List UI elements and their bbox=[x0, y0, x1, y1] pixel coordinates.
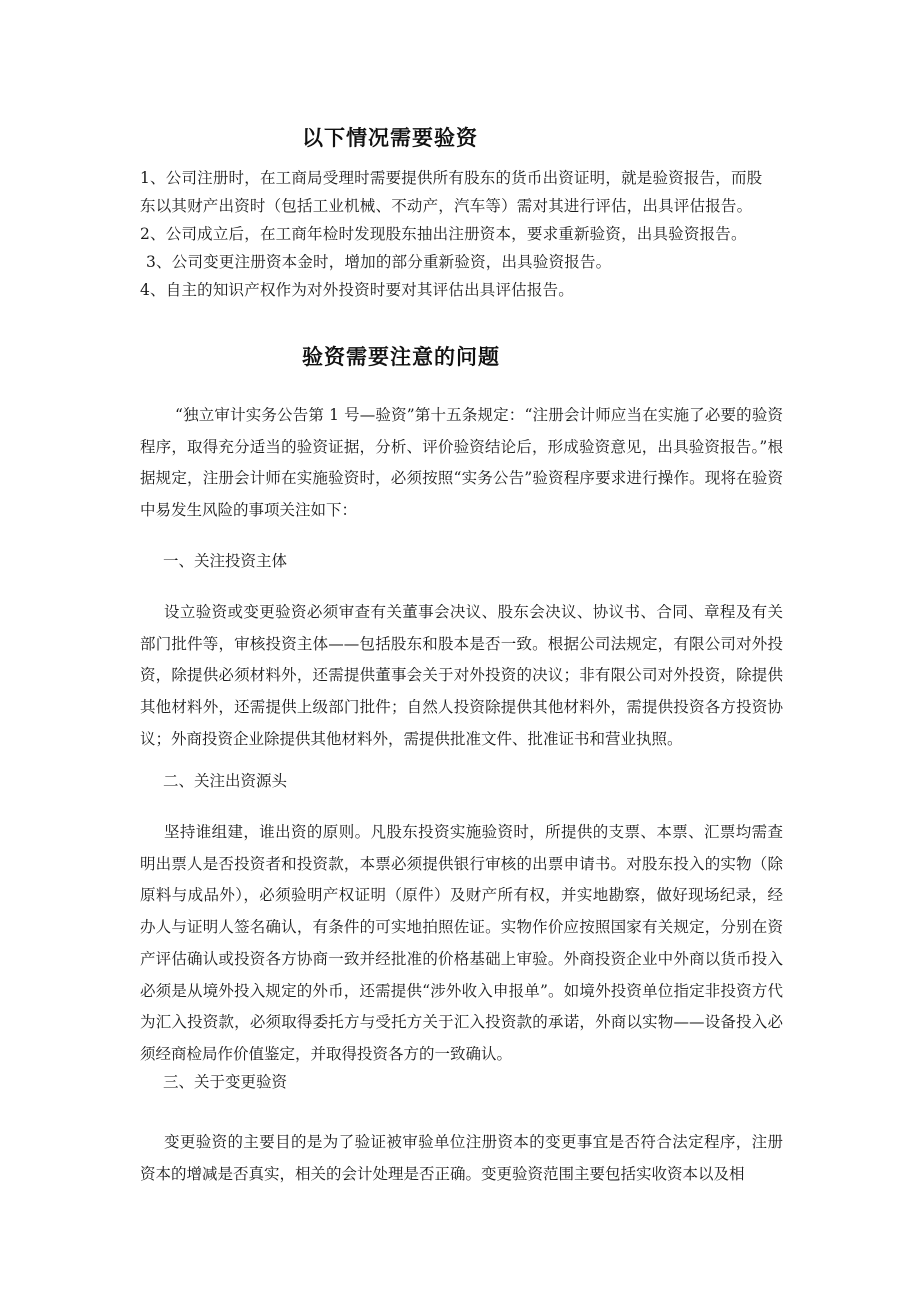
section-title-verification-cases: 以下情况需要验资 bbox=[302, 126, 478, 150]
subsection-body-change-verification: 变更验资的主要目的是为了验证被审验单位注册资本的变更事宜是否符合法定程序，注册资本的增减是否真实，相关的会计处理是否正确。变更验资范围主要包括实收资本以及相 bbox=[140, 1133, 783, 1183]
list-item-3: 3、公司变更注册资本金时，增加的部分重新验资，出具验资报告。 bbox=[146, 253, 612, 271]
intro-paragraph: “独立审计实务公告第 1 号—验资”第十五条规定：“注册会计师应当在实施了必要的验资程序，取得充分适当的验资证据，分析、评价验资结论后，形成验资意见，出具验资报告。”根据规定，注册会计师在实施验资时，必须按照“实务公告”验资程序要求进行操作。现将在验资中易发生风险的事项关注如下： bbox=[140, 406, 783, 520]
list-item-1-line-2: 东以其财产出资时（包括工业机械、不动产，汽车等）需对其进行评估，出具评估报告。 bbox=[140, 197, 753, 215]
subsection-body-capital-source: 坚持谁组建，谁出资的原则。凡股东投资实施验资时，所提供的支票、本票、汇票均需查明出票人是否投资者和投资款，本票必须提供银行审核的出票申请书。对股东投入的实物（除原料与成品外），必须验明产权证明（原件）及财产所有权，并实地勘察，做好现场纪录，经办人与证明人签名确认，有条件的可实地拍照佐证。实物作价应按照国家有关规定，分别在资产评估确认或投资各方协商一致并经批准的价格基础上审验。外商投资企业中外商以货币投入必须是从境外投入规定的外币，还需提供“涉外收入申报单”。如境外投资单位指定非投资方代为汇入投资款，必须取得委托方与受托方关于汇入投资款的承诺，外商以实物——设备投入必须经商检局作价值鉴定，并取得投资各方的一致确认。 bbox=[140, 823, 783, 1063]
subsection-heading-change-verification: 三、关于变更验资 bbox=[163, 1073, 288, 1091]
list-item-2: 2、公司成立后，在工商年检时发现股东抽出注册资本，要求重新验资，出具验资报告。 bbox=[140, 225, 747, 243]
subsection-heading-capital-source: 二、关注出资源头 bbox=[163, 772, 288, 790]
subsection-body-investment-subject: 设立验资或变更验资必须审查有关董事会决议、股东会决议、协议书、合同、章程及有关部门批件等，审核投资主体——包括股东和股本是否一致。根据公司法规定，有限公司对外投资，除提供必须材料外，还需提供董事会关于对外投资的决议；非有限公司对外投资，除提供其他材料外，还需提供上级部门批件；自然人投资除提供其他材料外，需提供投资各方投资协议；外商投资企业除提供其他材料外，需提供批准文件、批准证书和营业执照。 bbox=[140, 603, 783, 748]
list-item-1-line-1: 1、公司注册时，在工商局受理时需要提供所有股东的货币出资证明，就是验资报告，而股 bbox=[140, 169, 763, 187]
list-item-4: 4、自主的知识产权作为对外投资时要对其评估出具评估报告。 bbox=[140, 281, 574, 299]
section-title-verification-issues: 验资需要注意的问题 bbox=[302, 345, 500, 369]
subsection-heading-investment-subject: 一、关注投资主体 bbox=[163, 552, 288, 570]
